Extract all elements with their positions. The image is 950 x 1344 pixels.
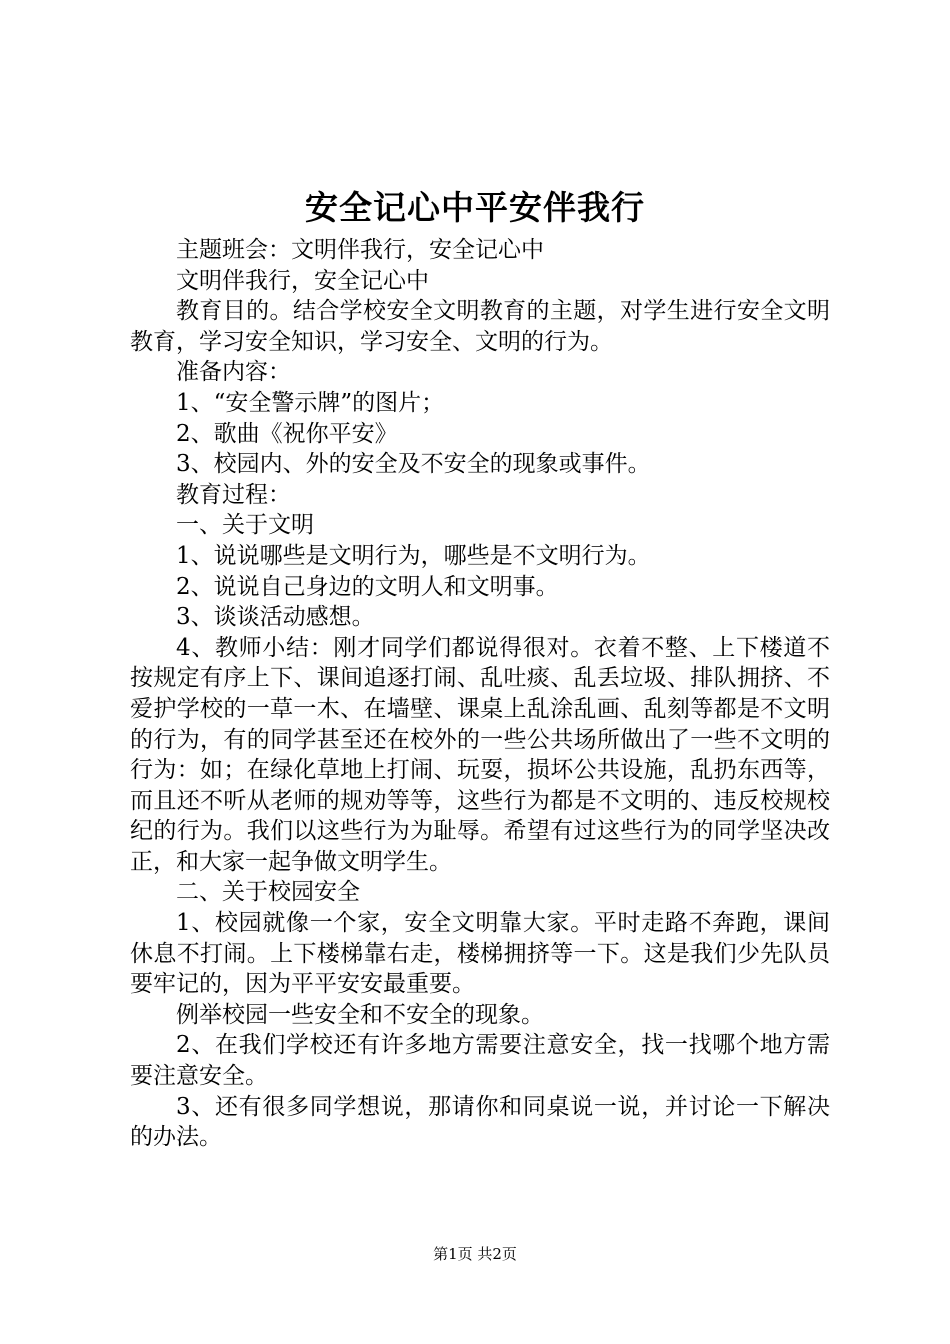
paragraph: 3、谈谈活动感想。 — [176, 604, 375, 631]
paragraph: 2、歌曲《祝你平安》 — [176, 420, 398, 447]
page-footer: 第1页 共2页 — [433, 1245, 517, 1263]
paragraph: 一、关于文明 — [176, 512, 314, 539]
paragraph: 例举校园一些安全和不安全的现象。 — [176, 1001, 544, 1028]
paragraph: 3、还有很多同学想说，那请你和同桌说一说，并讨论一下解决的办法。 — [130, 1093, 830, 1151]
paragraph: 2、在我们学校还有许多地方需要注意安全，找一找哪个地方需要注意安全。 — [130, 1032, 830, 1090]
paragraph: 主题班会：文明伴我行，安全记心中 — [176, 237, 544, 263]
paragraph: 4、教师小结：刚才同学们都说得很对。衣着不整、上下楼道不按规定有序上下、课间追逐打闹、乱吐痰、乱丢垃圾、排队拥挤、不爱护学校的一草一木、在墙壁、课桌上乱涂乱画、乱刻等都是不文明的行为，有的同学甚至还在校外的一些公共场所做出了一些不文明的行为：如；在绿化草地上打闹、玩耍，损坏公共设施，乱扔东西等，而且还不听从老师的规劝等等，这些行为都是不文明的、违反校规校纪的行为。我们以这些行为为耻辱。希望有过这些行为的同学坚决改正，和大家一起争做文明学生。 — [130, 634, 830, 875]
paragraph: 二、关于校园安全 — [176, 879, 360, 906]
paragraph: 2、说说自己身边的文明人和文明事。 — [176, 573, 559, 600]
document-body — [130, 235, 830, 1153]
paragraph: 教育目的。结合学校安全文明教育的主题，对学生进行安全文明教育，学习安全知识，学习安全、文明的行为。 — [130, 298, 830, 355]
paragraph: 教育过程： — [176, 481, 291, 508]
paragraph: 1、校园就像一个家，安全文明靠大家。平时走路不奔跑，课间休息不打闹。上下楼梯靠右走，楼梯拥挤等一下。这是我们少先队员要牢记的，因为平平安安最重要。 — [130, 910, 830, 998]
paragraph: 文明伴我行，安全记心中 — [176, 267, 429, 294]
document-title: 安全记心中平安伴我行 — [305, 188, 645, 227]
paragraph: 准备内容： — [176, 359, 291, 386]
paragraph: 1、“安全警示牌”的图片； — [176, 389, 445, 416]
paragraph: 1、说说哪些是文明行为，哪些是不文明行为。 — [176, 542, 651, 569]
paragraph: 3、校园内、外的安全及不安全的现象或事件。 — [176, 451, 651, 478]
